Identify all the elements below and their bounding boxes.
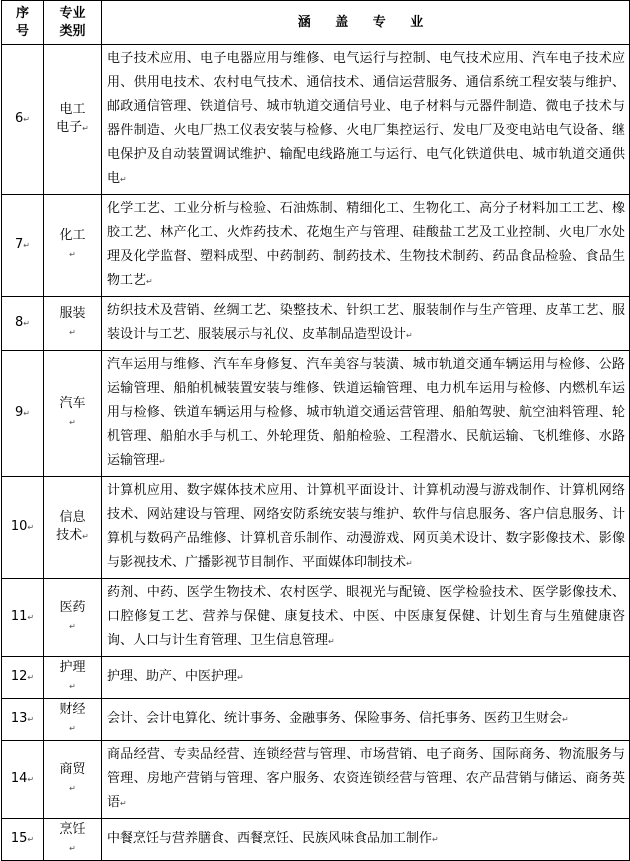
- category-line1: 医药: [59, 600, 86, 615]
- paragraph-mark-icon: ↵: [69, 724, 76, 733]
- row-covered-majors: [102, 741, 630, 819]
- serial-number-text: 14: [10, 771, 28, 786]
- row-serial-number: [2, 819, 44, 861]
- row-major-category: [44, 351, 102, 477]
- serial-number-text: 6: [15, 111, 24, 126]
- majors-table: [1, 0, 630, 861]
- row-major-category: [44, 819, 102, 861]
- table-row: [2, 579, 630, 657]
- paragraph-mark-icon: ↵: [82, 124, 89, 133]
- table-body: [2, 45, 630, 861]
- category-line1: 财经: [59, 702, 86, 717]
- row-serial-number: [2, 477, 44, 579]
- serial-number-text: 8: [15, 315, 24, 330]
- paragraph-mark-icon: ↵: [237, 673, 244, 682]
- table-row: [2, 351, 630, 477]
- header-serial-line2: 号: [15, 23, 29, 39]
- paragraph-mark-icon: ↵: [27, 613, 35, 622]
- header-major-category: [44, 1, 102, 45]
- paragraph-mark-icon: ↵: [27, 775, 35, 784]
- table-row: [2, 819, 630, 861]
- paragraph-mark-icon: ↵: [23, 319, 30, 328]
- covered-majors-text: 药剂、中药、医学生物技术、农村医学、眼视光与配镜、医学检验技术、医学影像技术、口腔修复工艺、营养与保健、康复技术、中医、中医康复保健、计划生育与生殖健康咨询、人口与计生育管理、卫生信息管理: [107, 585, 625, 648]
- row-covered-majors: [102, 579, 630, 657]
- paragraph-mark-icon: ↵: [69, 328, 76, 337]
- paragraph-mark-icon: ↵: [69, 418, 76, 427]
- paragraph-mark-icon: ↵: [27, 673, 35, 682]
- row-major-category: [44, 477, 102, 579]
- row-serial-number: [2, 699, 44, 741]
- serial-number-text: 15: [10, 831, 28, 846]
- paragraph-mark-icon: ↵: [406, 559, 413, 568]
- covered-majors-text: 商品经营、专卖品经营、连锁经营与管理、市场营销、电子商务、国际商务、物流服务与管理、房地产营销与管理、客户服务、农资连锁经营与管理、农产品营销与储运、商务英语: [107, 747, 625, 810]
- table-row: [2, 297, 630, 351]
- paragraph-mark-icon: ↵: [69, 844, 76, 853]
- row-major-category: [44, 699, 102, 741]
- covered-majors-text: 化学工艺、工业分析与检验、石油炼制、精细化工、生物化工、高分子材料加工工艺、橡胶工艺、林产化工、火炸药技术、花炮生产与管理、硅酸盐工艺及工业控制、火电厂水处理及化学监督、塑料成型、中药制药、制药技术、生物技术制药、药品食品检验、食品生物工艺: [107, 201, 625, 288]
- category-line1: 服装: [59, 306, 86, 321]
- serial-number-text: 13: [10, 711, 28, 726]
- paragraph-mark-icon: ↵: [69, 622, 76, 631]
- table-row: [2, 45, 630, 195]
- category-line1: 商贸: [59, 762, 86, 777]
- row-serial-number: [2, 297, 44, 351]
- row-serial-number: [2, 351, 44, 477]
- paragraph-mark-icon: ↵: [23, 409, 30, 418]
- paragraph-mark-icon: ↵: [27, 523, 35, 532]
- serial-number-text: 7: [15, 237, 24, 252]
- table-row: [2, 477, 630, 579]
- serial-number-text: 9: [15, 405, 24, 420]
- covered-majors-text: 护理、助产、中医护理: [107, 669, 238, 684]
- row-covered-majors: [102, 477, 630, 579]
- table-header: [2, 1, 630, 45]
- row-major-category: [44, 297, 102, 351]
- paragraph-mark-icon: ↵: [432, 835, 439, 844]
- table-row: [2, 657, 630, 699]
- covered-majors-text: 会计、会计电算化、统计事务、金融事务、保险事务、信托事务、医药卫生财会: [107, 711, 563, 726]
- row-covered-majors: [102, 657, 630, 699]
- serial-number-text: 11: [10, 609, 28, 624]
- header-serial-number: [2, 1, 44, 45]
- paragraph-mark-icon: ↵: [27, 835, 35, 844]
- row-serial-number: [2, 741, 44, 819]
- covered-majors-text: 汽车运用与维修、汽车车身修复、汽车美容与装潢、城市轨道交通车辆运用与检修、公路运输管理、船舶机械装置安装与维修、铁道运输管理、电力机车运用与检修、内燃机车运用与检修、铁道车辆运用与检修、城市轨道交通运营管理、船舶驾驶、航空油料管理、轮机管理、船舶水手与机工、外轮理货、船舶检验、工程潜水、民航运输、飞机维修、水路运输管理: [107, 357, 625, 468]
- category-line1: 信息: [59, 510, 86, 525]
- row-serial-number: [2, 45, 44, 195]
- category-line1: 护理: [59, 660, 86, 675]
- row-serial-number: [2, 657, 44, 699]
- row-covered-majors: [102, 699, 630, 741]
- header-category-line2: 类别: [59, 23, 86, 39]
- row-covered-majors: [102, 195, 630, 297]
- paragraph-mark-icon: ↵: [69, 682, 76, 691]
- category-line2: 电子: [56, 120, 83, 135]
- category-line1: 烹饪: [59, 822, 86, 837]
- paragraph-mark-icon: ↵: [120, 175, 127, 184]
- row-covered-majors: [102, 297, 630, 351]
- row-serial-number: [2, 195, 44, 297]
- row-major-category: [44, 741, 102, 819]
- header-category-line1: 专业: [59, 5, 86, 21]
- paragraph-mark-icon: ↵: [159, 457, 166, 466]
- paragraph-mark-icon: ↵: [69, 250, 76, 259]
- header-covered-majors: 涵 盖 专 业: [102, 1, 630, 45]
- table-row: [2, 195, 630, 297]
- row-covered-majors: [102, 45, 630, 195]
- category-line1: 化工: [59, 228, 86, 243]
- covered-majors-text: 纺织技术及营销、丝绸工艺、染整技术、针织工艺、服装制作与生产管理、皮革工艺、服装设计与工艺、服装展示与礼仪、皮革制品造型设计: [107, 303, 625, 342]
- paragraph-mark-icon: ↵: [406, 331, 413, 340]
- paragraph-mark-icon: ↵: [23, 115, 30, 124]
- paragraph-mark-icon: ↵: [27, 715, 35, 724]
- paragraph-mark-icon: ↵: [146, 277, 153, 286]
- row-major-category: [44, 657, 102, 699]
- paragraph-mark-icon: ↵: [23, 241, 30, 250]
- paragraph-mark-icon: ↵: [69, 784, 76, 793]
- header-serial-line1: 序: [15, 5, 29, 21]
- category-line1: 汽车: [59, 396, 86, 411]
- paragraph-mark-icon: ↵: [328, 637, 335, 646]
- row-covered-majors: [102, 819, 630, 861]
- row-major-category: [44, 579, 102, 657]
- row-major-category: [44, 195, 102, 297]
- covered-majors-text: 中餐烹饪与营养膳食、西餐烹饪、民族风味食品加工制作: [107, 831, 433, 846]
- covered-majors-text: 计算机应用、数字媒体技术应用、计算机平面设计、计算机动漫与游戏制作、计算机网络技术、网站建设与管理、网络安防系统安装与维护、软件与信息服务、客户信息服务、计算机与数码产品维修、计算机音乐制作、动漫游戏、网页美术设计、数字影像技术、影像与影视技术、广播影视节目制作、平面媒体印制技术: [107, 483, 625, 570]
- category-line2: 技术: [56, 528, 83, 543]
- category-line1: 电工: [59, 102, 86, 117]
- covered-majors-text: 电子技术应用、电子电器应用与维修、电气运行与控制、电气技术应用、汽车电子技术应用、供用电技术、农村电气技术、通信技术、通信运营服务、通信系统工程安装与维护、邮政通信管理、铁道信号、城市轨道交通信号业、电子材料与元器件制造、微电子技术与器件制造、火电厂热工仪表安装与检修、火电厂集控运行、发电厂及变电站电气设备、继电保护及自动装置调试维护、输配电线路施工与运行、电气化铁道供电、城市轨道交通供电: [107, 51, 625, 186]
- table-row: [2, 741, 630, 819]
- row-major-category: [44, 45, 102, 195]
- serial-number-text: 10: [10, 519, 28, 534]
- serial-number-text: 12: [10, 669, 28, 684]
- paragraph-mark-icon: ↵: [120, 799, 127, 808]
- paragraph-mark-icon: ↵: [82, 532, 89, 541]
- row-covered-majors: [102, 351, 630, 477]
- table-row: [2, 699, 630, 741]
- row-serial-number: [2, 579, 44, 657]
- paragraph-mark-icon: ↵: [562, 715, 569, 724]
